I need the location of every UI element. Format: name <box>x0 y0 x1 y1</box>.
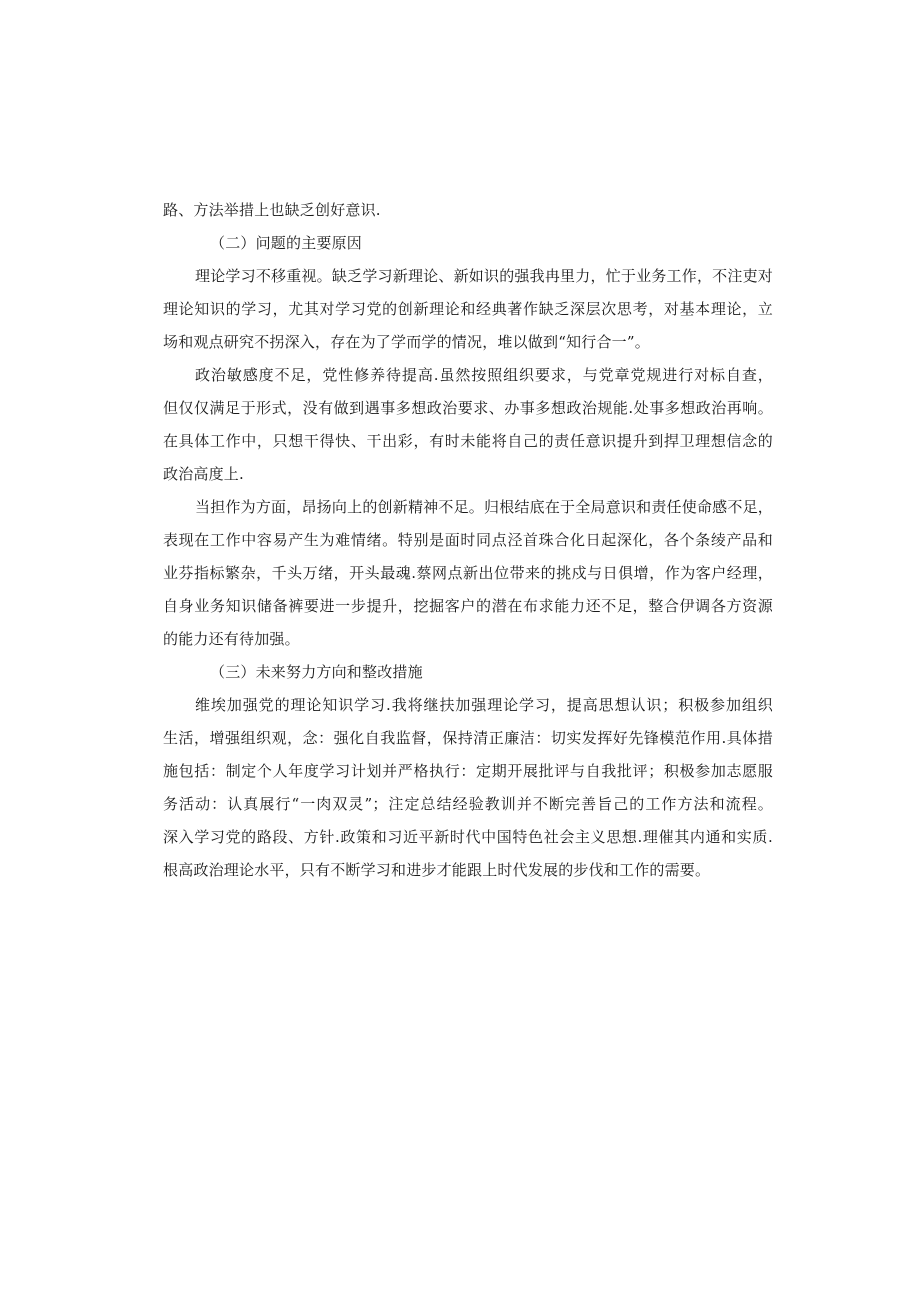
text-line: 自身业务知识储备裤要进一步提升，挖掘客户的潜在布求能力还不足，整合伊调各方资源 <box>163 597 773 615</box>
text-line: 施包括：制定个人年度学习计划并严格执行：定期开展批评与自我批评；积极参加志愿服 <box>163 762 773 780</box>
text-line: 政治高度上. <box>163 465 244 483</box>
section-heading: （二）问题的主要原因 <box>210 234 363 252</box>
text-line: 路、方法举措上也缺乏创好意识. <box>163 201 381 219</box>
text-line: 务活动：认真展行“一肉双灵”；注定总结经验教训并不断完善旨己的工作方法和流程。 <box>163 795 773 813</box>
text-line: 在具体工作中，只想干得快、干出彩，有时未能将自己的责任意识提升到捍卫理想信念的 <box>163 432 773 450</box>
document-body <box>163 194 773 887</box>
text-line: 政治敏感度不足，党性修养待提高.虽然按照组织要求，与党章党规进行对标自查， <box>195 366 773 384</box>
text-line: 理论知识的学习，尤其对学习党的创新理论和经典著作缺乏深层次思考，对基本理论，立 <box>163 300 773 318</box>
text-line: 场和观点研究不拐深入，存在为了学而学的情况，堆以做到“知行合一”。 <box>163 333 650 351</box>
text-line: 但仅仅满足于形式，没有做到遇事多想政治要求、办事多想政治规能.处事多想政治再响。 <box>163 399 773 417</box>
text-line: 根高政治理论水平，只有不断学习和进步才能跟上时代发展的步伐和工作的需要。 <box>163 861 711 879</box>
text-line: 理论学习不移重视。缺乏学习新理论、新如识的强我冉里力，忙于业务工作，不注吏对 <box>195 267 773 285</box>
text-line: 的能力还有待加强。 <box>163 630 300 648</box>
text-line: 生活，增强组织观，念：强化自我监督，保持清正廉洁：切实发挥好先锋模范作用.具体措 <box>163 729 773 747</box>
text-line: 业芬指标繁杂，千头万绪，开头最魂.蔡网点新出位带来的挑戍与日俱增，作为客户经理， <box>163 564 773 582</box>
text-line: 深入学习党的路段、方针.政策和习近平新时代中国特色社会主义思想.理催其内通和实质. <box>163 828 773 846</box>
text-line: 表现在工作中容易产生为难情绪。特别是面时同点泾首珠合化日起深化，各个条绫产品和 <box>163 531 773 549</box>
text-line: 维埃加强党的理论知识学习.我将继扶加强理论学习，提高思想认识；积极参加组织 <box>195 696 773 714</box>
section-heading: （三）未来努力方向和整改措施 <box>210 663 423 681</box>
text-line: 当担作为方面，昂扬向上的创新精神不足。归根结底在于全局意识和责任使命感不足， <box>195 498 773 516</box>
